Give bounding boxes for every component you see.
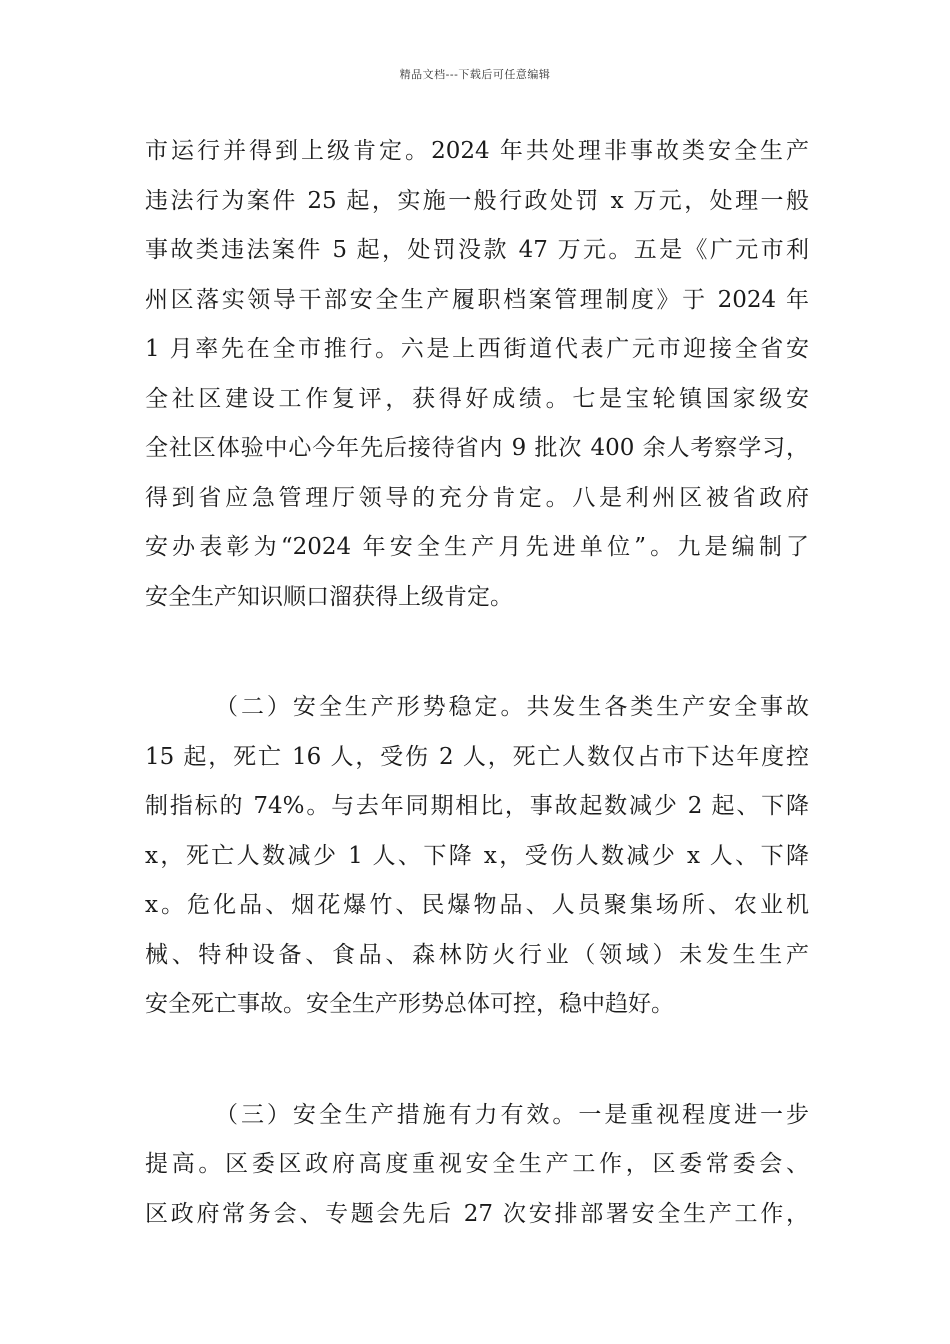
text-line: 械、特种设备、食品、森林防火行业（领域）未发生生产 [145,941,809,968]
text-line: 区政府常务会、专题会先后 27 次安排部署安全生产工作， [145,1200,809,1227]
text-line: 全社区体验中心今年先后接待省内 9 批次 400 余人考察学习， [145,435,809,461]
paragraph-gap [145,1030,809,1091]
text-line: 州区落实领导干部安全生产履职档案管理制度》于 2024 年 [145,286,809,313]
text-line: 全社区建设工作复评，获得好成绩。七是宝轮镇国家级安 [145,385,809,412]
text-line: 1 月率先在全市推行。六是上西街道代表广元市迎接全省安 [145,336,809,362]
text-line: 安全生产知识顺口溜获得上级肯定。 [145,583,513,610]
paragraph-gap [145,622,809,683]
text-line: （三）安全生产措施有力有效。一是重视程度进一步 [215,1101,809,1128]
text-line: 安办表彰为“2024 年安全生产月先进单位”。九是编制了 [145,534,809,560]
paragraph-section-3 [145,1091,809,1240]
text-line: 得到省应急管理厅领导的充分肯定。八是利州区被省政府 [145,484,809,511]
text-line: 制指标的 74%。与去年同期相比，事故起数减少 2 起、下降 [145,793,809,819]
text-line: x，死亡人数减少 1 人、下降 x，受伤人数减少 x 人、下降 [145,842,809,869]
paragraph-continuation [145,127,809,622]
text-line: 提高。区委区政府高度重视安全生产工作，区委常委会、 [145,1151,809,1177]
text-line: x。危化品、烟花爆竹、民爆物品、人员聚集场所、农业机 [145,892,809,918]
paragraph-section-2 [145,683,809,1030]
text-line: （二）安全生产形势稳定。共发生各类生产安全事故 [215,694,809,720]
document-body [145,127,809,1239]
text-line: 事故类违法案件 5 起，处罚没款 47 万元。五是《广元市利 [145,237,809,263]
text-line: 安全死亡事故。安全生产形势总体可控，稳中趋好。 [145,991,674,1017]
text-line: 市运行并得到上级肯定。2024 年共处理非事故类安全生产 [145,138,809,164]
text-line: 15 起，死亡 16 人，受伤 2 人，死亡人数仅占市下达年度控 [145,743,809,770]
page-header: 精品文档---下载后可任意编辑 [399,68,551,81]
text-line: 违法行为案件 25 起，实施一般行政处罚 x 万元，处理一般 [145,187,809,214]
